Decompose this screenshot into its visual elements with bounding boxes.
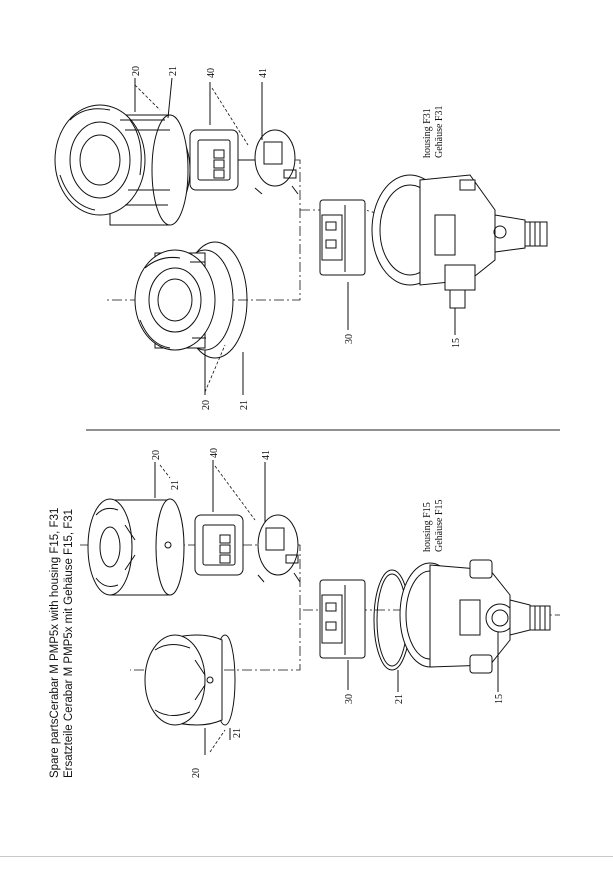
assembly-housing-f15 xyxy=(80,448,560,778)
callout-f31-seal-lower: 21 xyxy=(239,400,250,410)
callout-f15-insert: 30 xyxy=(344,694,355,704)
callout-f31-cable-gland: 15 xyxy=(451,338,462,348)
callout-f31-cover-lower: 20 xyxy=(201,400,212,410)
callout-f15-seal-lower: 21 xyxy=(232,728,243,738)
callout-f15-holder: 41 xyxy=(261,450,272,460)
housing-f31-label: housing F31 xyxy=(422,108,433,158)
callout-f31-seal: 21 xyxy=(168,66,179,76)
cover-f15-lower xyxy=(145,635,235,725)
callout-f31-insert: 30 xyxy=(344,334,355,344)
housing-f15-label-de: Gehäuse F15 xyxy=(434,499,445,552)
callout-f15-cover-lower: 20 xyxy=(191,768,202,778)
callout-f15-seal-ring: 21 xyxy=(394,694,405,704)
callout-f31-display: 40 xyxy=(206,68,217,78)
display-holder-f31 xyxy=(255,130,298,194)
title-line-2: Ersatzteile Cerabar M PMP5x mit Gehäuse F15, F31 xyxy=(63,508,75,778)
callout-f31-cover: 20 xyxy=(131,66,142,76)
assembly-housing-f31 xyxy=(55,66,547,410)
housing-f31-label-de: Gehäuse F31 xyxy=(434,105,445,158)
display-module-f31 xyxy=(190,130,255,190)
callout-f31-holder: 41 xyxy=(258,68,269,78)
electronic-insert-f15 xyxy=(320,580,365,658)
cover-f31-lower xyxy=(135,242,247,358)
electronic-insert-f31 xyxy=(320,200,365,275)
callout-f15-cable-gland: 15 xyxy=(494,694,505,704)
callout-f15-display: 40 xyxy=(209,448,220,458)
display-module-f15 xyxy=(195,515,243,575)
cover-f15-upper xyxy=(88,499,184,595)
footer-rule xyxy=(0,856,613,857)
title-line-1: Spare partsCerabar M PMP5x with housing F15, F31 xyxy=(49,507,61,778)
housing-f31-body xyxy=(372,175,547,308)
display-holder-f15 xyxy=(258,515,300,582)
housing-f15-body xyxy=(400,560,550,673)
cover-f31-upper xyxy=(55,105,190,225)
housing-f15-label: housing F15 xyxy=(422,502,433,552)
callout-f15-cover: 20 xyxy=(151,450,162,460)
callout-f15-seal: 21 xyxy=(170,480,181,490)
